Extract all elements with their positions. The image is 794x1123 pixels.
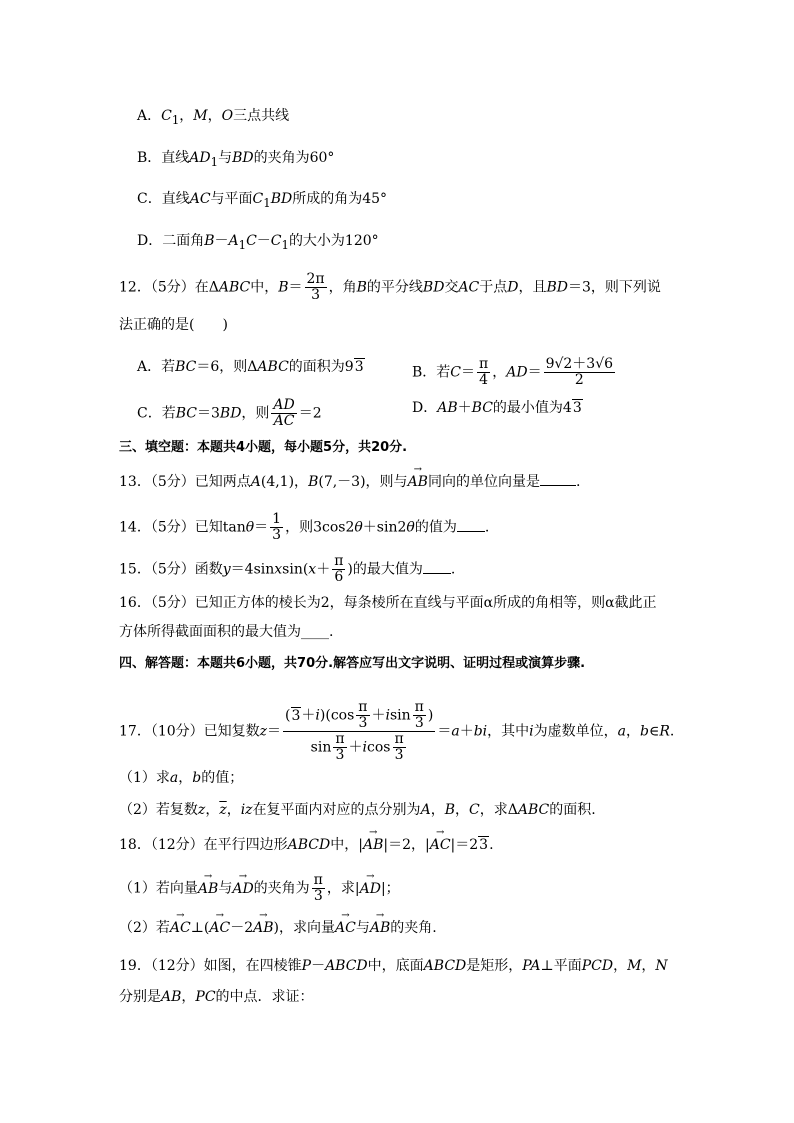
q17-part2: （2）若复数z，$\overline{z}$，iz在复平面内对应的点分别为A，B，C，求ΔABC的面积. — [119, 802, 596, 818]
q17-part1: （1）求a，b的值； — [119, 770, 244, 786]
q11-option-d: D．二面角$B-A_1C-C_1$的大小为120° — [137, 233, 379, 252]
section-4-heading: 四、解答题：本题共6小题，共70分.解答应写出文字说明、证明过程或演算步骤. — [119, 656, 586, 671]
q16-line1: 16．（5分）已知正方体的棱长为2，每条棱所在直线与平面α所成的角相等，则α截此正 — [119, 595, 657, 611]
q19-line2: 分别是AB，PC的中点．求证： — [119, 989, 314, 1005]
q19-line1: 19．（12分）如图，在四棱锥P－ABCD中，底面ABCD是矩形，PA⊥平面PCD，M，N — [119, 958, 668, 974]
q17-stem: 17．（10分）已知复数z＝ (3＋i)(cos $\frac{\pi}{3}$ ＋isin $\frac{\pi}{3}$ ) sin $\frac{\pi}{3}$ ＋icos $\frac{\pi}{3}$ ＝a＋bi，其中i为虚数单位，a，b∈R. — [119, 699, 675, 763]
section-3-heading: 三、填空题：本题共4小题，每小题5分，共20分. — [119, 440, 408, 455]
q14: 14．（5分）已知tanθ＝ $\frac{1}{3}$ ，则3cos2θ＋sin2θ的值为 . — [119, 511, 490, 543]
q12-option-b: B．若C＝ $\frac{\pi}{4}$ ，AD＝ $\frac{9√2+3√6}{2}$ — [412, 356, 614, 388]
q12-stem-cont: 法正确的是( ) — [119, 317, 228, 333]
q11-option-c: C．直线AC与平面$C_1BD$所成的角为45° — [137, 191, 388, 210]
q18-part2: （2）若→ AC⊥(→ AC－2→ AB)，求向量→ AC与→ AB的夹角. — [119, 918, 437, 938]
q12-option-c: C．若BC＝3BD，则 $\frac{AD}{AC}$ ＝2 — [137, 397, 322, 429]
q11-option-b: B．直线$AD_1$与BD的夹角为60° — [137, 150, 335, 169]
q12-option-d: D．AB＋BC的最小值为43 — [412, 400, 582, 416]
q16-line2: 方体所得截面面积的最大值为____. — [119, 624, 334, 640]
q11-option-a: A．$C_1$，M，O三点共线 — [137, 108, 290, 127]
q12-stem: 12．（5分）在ΔABC中，B＝ $\frac{2\pi}{3}$ ，角B的平分线BD交AC于点D，且BD＝3，则下列说 — [119, 271, 661, 303]
q18-stem: 18．（12分）在平行四边形ABCD中，|→ AB|＝2，|→ AC|＝23. — [119, 835, 494, 855]
q12-option-a: A．若BC＝6，则ΔABC的面积为93 — [137, 359, 364, 375]
q18-part1: （1）若向量→ AB与→ AD的夹角为 $\frac{\pi}{3}$ ，求|→ AD|； — [119, 873, 400, 904]
q13: 13．（5分）已知两点A(4,1)，B(7,－3)，则与→ AB同向的单位向量是 . — [119, 472, 580, 492]
q15: 15．（5分）函数y＝4sinxsin(x＋ $\frac{\pi}{6}$ )的最大值为 . — [119, 553, 456, 585]
